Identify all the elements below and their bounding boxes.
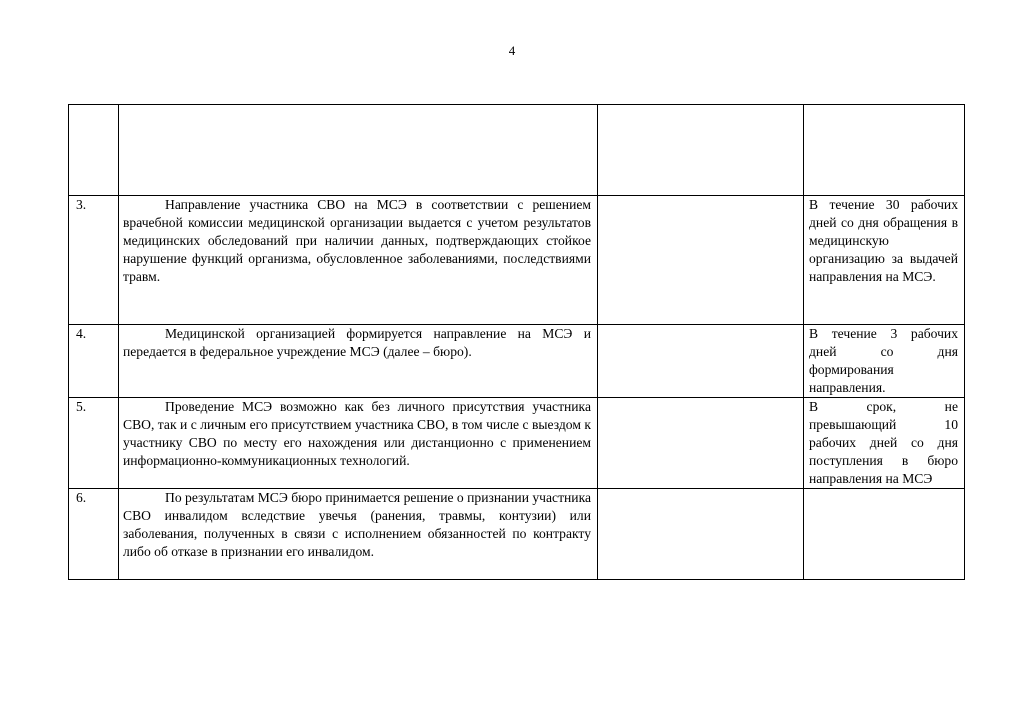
row-timing: В срок, не превышающий 10 рабочих дней со дня поступления в бюро направления на МСЭ [809, 399, 958, 486]
empty-cell [598, 196, 804, 325]
row-number-cell [69, 105, 119, 196]
timing-cell [804, 105, 965, 196]
description-cell [119, 196, 598, 325]
procedure-table [68, 104, 965, 580]
timing-cell [804, 489, 965, 580]
empty-cell [598, 325, 804, 398]
row-timing: В течение 30 рабочих дней со дня обращения в медицинскую организацию за выдачей направления на МСЭ. [809, 197, 958, 284]
row-number: 5. [69, 398, 119, 489]
row-number: 6. [69, 489, 119, 580]
table-row [69, 196, 965, 325]
row-description: Медицинской организацией формируется направление на МСЭ и передается в федеральное учреждение МСЭ (далее – бюро). [123, 326, 591, 359]
table-row [69, 489, 965, 580]
row-description: Направление участника СВО на МСЭ в соответствии с решением врачебной комиссии медицинской организации выдается с учетом результатов медицинских обследований при наличии данных, подтверждающих стойкое нарушение функций организма, обусловленное заболеваниями, последствиями травм. [123, 197, 591, 284]
table-row [69, 325, 965, 398]
empty-cell [598, 489, 804, 580]
timing-cell [804, 196, 965, 325]
timing-cell [804, 398, 965, 489]
table-row-continuation [69, 105, 965, 196]
description-cell [119, 398, 598, 489]
description-cell [119, 489, 598, 580]
timing-cell [804, 325, 965, 398]
table-row [69, 398, 965, 489]
empty-cell [598, 398, 804, 489]
row-description: По результатам МСЭ бюро принимается решение о признании участника СВО инвалидом вследствие увечья (ранения, травмы, контузии) или заболевания, полученных в связи с исполнением обязанностей по контракту либо об отказе в признании его инвалидом. [123, 490, 591, 559]
row-number: 3. [69, 196, 119, 325]
row-timing: В течение 3 рабочих дней со дня формирования направления. [809, 326, 958, 395]
description-cell [119, 325, 598, 398]
page-number: 4 [508, 43, 516, 58]
row-description: Проведение МСЭ возможно как без личного присутствия участника СВО, так и с личным его присутствием участника СВО, в том числе с выездом к участнику СВО по месту его нахождения или дистанционно с применением информационно-коммуникационных технологий. [123, 399, 591, 468]
empty-cell [598, 105, 804, 196]
row-number: 4. [69, 325, 119, 398]
description-cell [119, 105, 598, 196]
